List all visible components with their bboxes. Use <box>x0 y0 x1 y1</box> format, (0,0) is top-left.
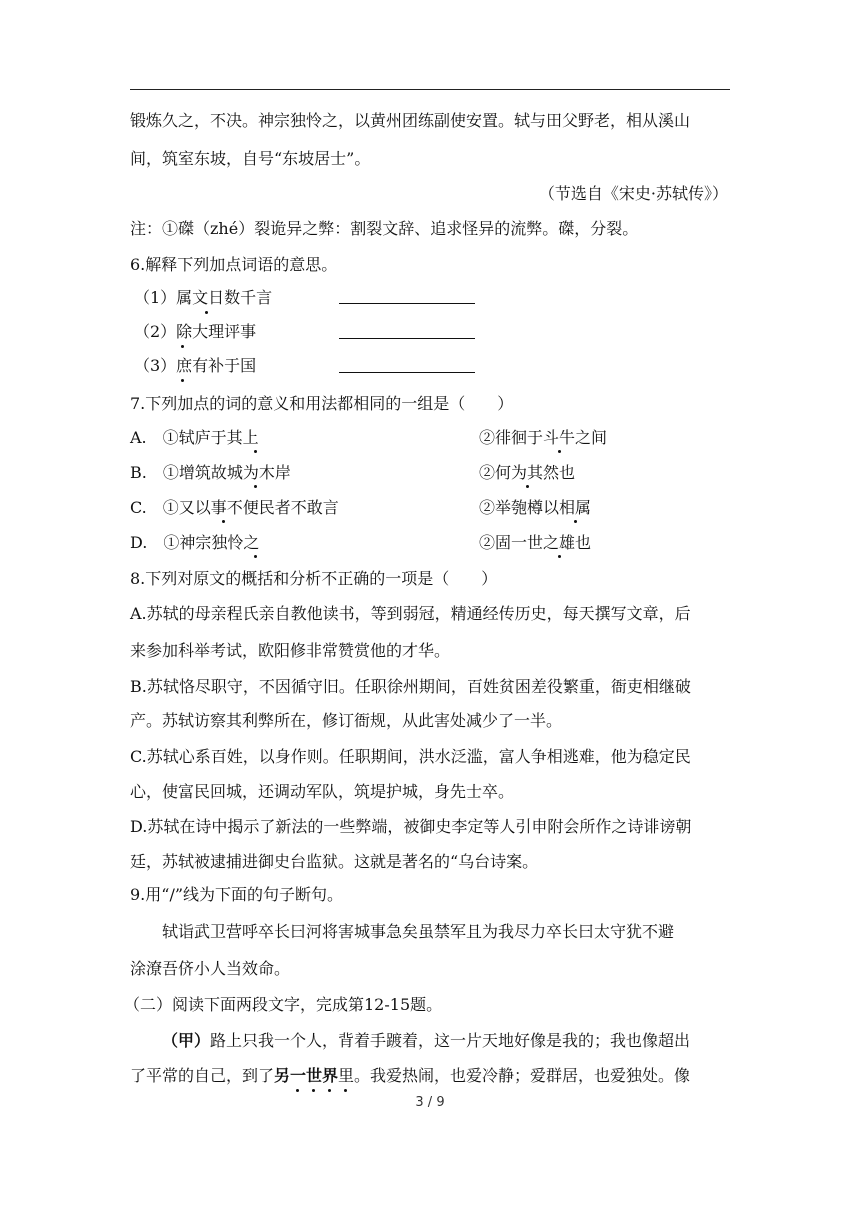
question-8-line: 产。苏轼访察其利弊所在，修订衙规，从此害处减少了一半。 <box>130 711 563 730</box>
question-9-passage: 轼诣武卫营呼卒长曰河将害城事急矣虽禁军且为我尽力卒长曰太守犹不避 <box>162 922 675 941</box>
emphasis-dot <box>328 1089 331 1092</box>
question-7-option-a-2: ②徘徊于斗牛之间 <box>479 428 608 447</box>
question-6-stem: 6.解释下列加点词语的意思。 <box>130 255 338 274</box>
question-6-item: （1）属文日数千言 <box>134 288 273 307</box>
passage-text: 了平常的自己，到了 <box>130 1066 275 1085</box>
passage-jia-label: （甲） <box>162 1031 211 1050</box>
question-7-option-b: B. ①增筑故城为木岸 <box>130 463 291 482</box>
question-8-line: 廷，苏轼被逮捕进御史台监狱。这就是著名的“乌台诗案。 <box>130 852 539 871</box>
question-8-line: B.苏轼恪尽职守，不因循守旧。任职徐州期间，百姓贫困差役繁重，衙吏相继破 <box>130 677 691 696</box>
emphasis-dot <box>181 379 184 382</box>
emphasis-dot <box>558 450 561 453</box>
emphasis-dot <box>254 485 257 488</box>
question-7-option-d-2: ②固一世之雄也 <box>479 533 592 552</box>
question-7-option-d: D. ①神宗独怜之 <box>130 533 260 552</box>
question-8-line: D.苏轼在诗中揭示了新法的一些弊端，被御史李定等人引申附会所作之诗诽谤朝 <box>130 817 692 836</box>
emphasis-dot <box>574 520 577 523</box>
emphasis-dot <box>296 1089 299 1092</box>
passage-jia-text: 路上只我一个人，背着手踱着，这一片天地好像是我的；我也像超出 <box>210 1031 691 1050</box>
passage-jia-line <box>130 1066 690 1086</box>
question-9-stem: 9.用“/”线为下面的句子断句。 <box>130 885 344 904</box>
question-7-option-a: A. ①轼庐于其上 <box>130 428 259 447</box>
question-8-line: C.苏轼心系百姓，以身作则。任职期间，洪水泛滥，富人争相逃难，他为稳定民 <box>130 747 691 766</box>
annotation-note: 注：①磔（zhé）裂诡异之弊：割裂文辞、追求怪异的流弊。磔，分裂。 <box>130 219 639 238</box>
emphasis-dot <box>205 311 208 314</box>
answer-blank[interactable] <box>339 338 475 339</box>
emphasis-dot <box>254 450 257 453</box>
passage-jia-line <box>162 1031 690 1051</box>
question-8-line: A.苏轼的母亲程氏亲自教他读书，等到弱冠，精通经传历史，每天撰写文章，后 <box>130 604 691 623</box>
section-2-heading: （二）阅读下面两段文字，完成第12-15题。 <box>124 995 443 1014</box>
question-6-item: （2）除大理评事 <box>134 322 257 341</box>
emphasis-dot <box>181 345 184 348</box>
answer-blank[interactable] <box>339 372 475 373</box>
emphasis-dot <box>222 520 225 523</box>
page-number: 3 / 9 <box>415 1095 445 1110</box>
question-7-option-c: C. ①又以事不便民者不敢言 <box>130 498 339 517</box>
emphasis-dot <box>254 555 257 558</box>
passage-text: 里。我爱热闹，也爱冷静；爱群居，也爱独处。像 <box>338 1066 691 1085</box>
question-6-item: （3）庶有补于国 <box>134 356 257 375</box>
passage-line: 间，筑室东坡，自号“东坡居士”。 <box>130 149 371 168</box>
question-7-option-b-2: ②何为其然也 <box>479 463 576 482</box>
emphasized-phrase: 另一世界 <box>274 1066 339 1085</box>
question-8-stem: 8.下列对原文的概括和分析不正确的一项是（ ） <box>130 569 498 588</box>
header-rule <box>130 89 730 90</box>
answer-blank[interactable] <box>339 303 475 304</box>
emphasis-dot <box>312 1089 315 1092</box>
question-7-option-c-2: ②举匏樽以相属 <box>479 498 592 517</box>
question-7-stem: 7.下列加点的词的意义和用法都相同的一组是（ ） <box>130 394 514 413</box>
emphasis-dot <box>344 1089 347 1092</box>
question-8-line: 来参加科举考试，欧阳修非常赞赏他的才华。 <box>130 641 451 660</box>
passage-line: 锻炼久之，不决。神宗独怜之，以黄州团练副使安置。轼与田父野老，相从溪山 <box>130 111 691 130</box>
question-8-line: 心，使富民回城，还调动军队，筑堤护城，身先士卒。 <box>130 782 515 801</box>
emphasis-dot <box>526 485 529 488</box>
passage-source: （节选自《宋史·苏轼传》） <box>538 184 728 203</box>
question-9-passage: 涂潦吾侪小人当效命。 <box>130 959 291 978</box>
emphasis-dot <box>558 555 561 558</box>
